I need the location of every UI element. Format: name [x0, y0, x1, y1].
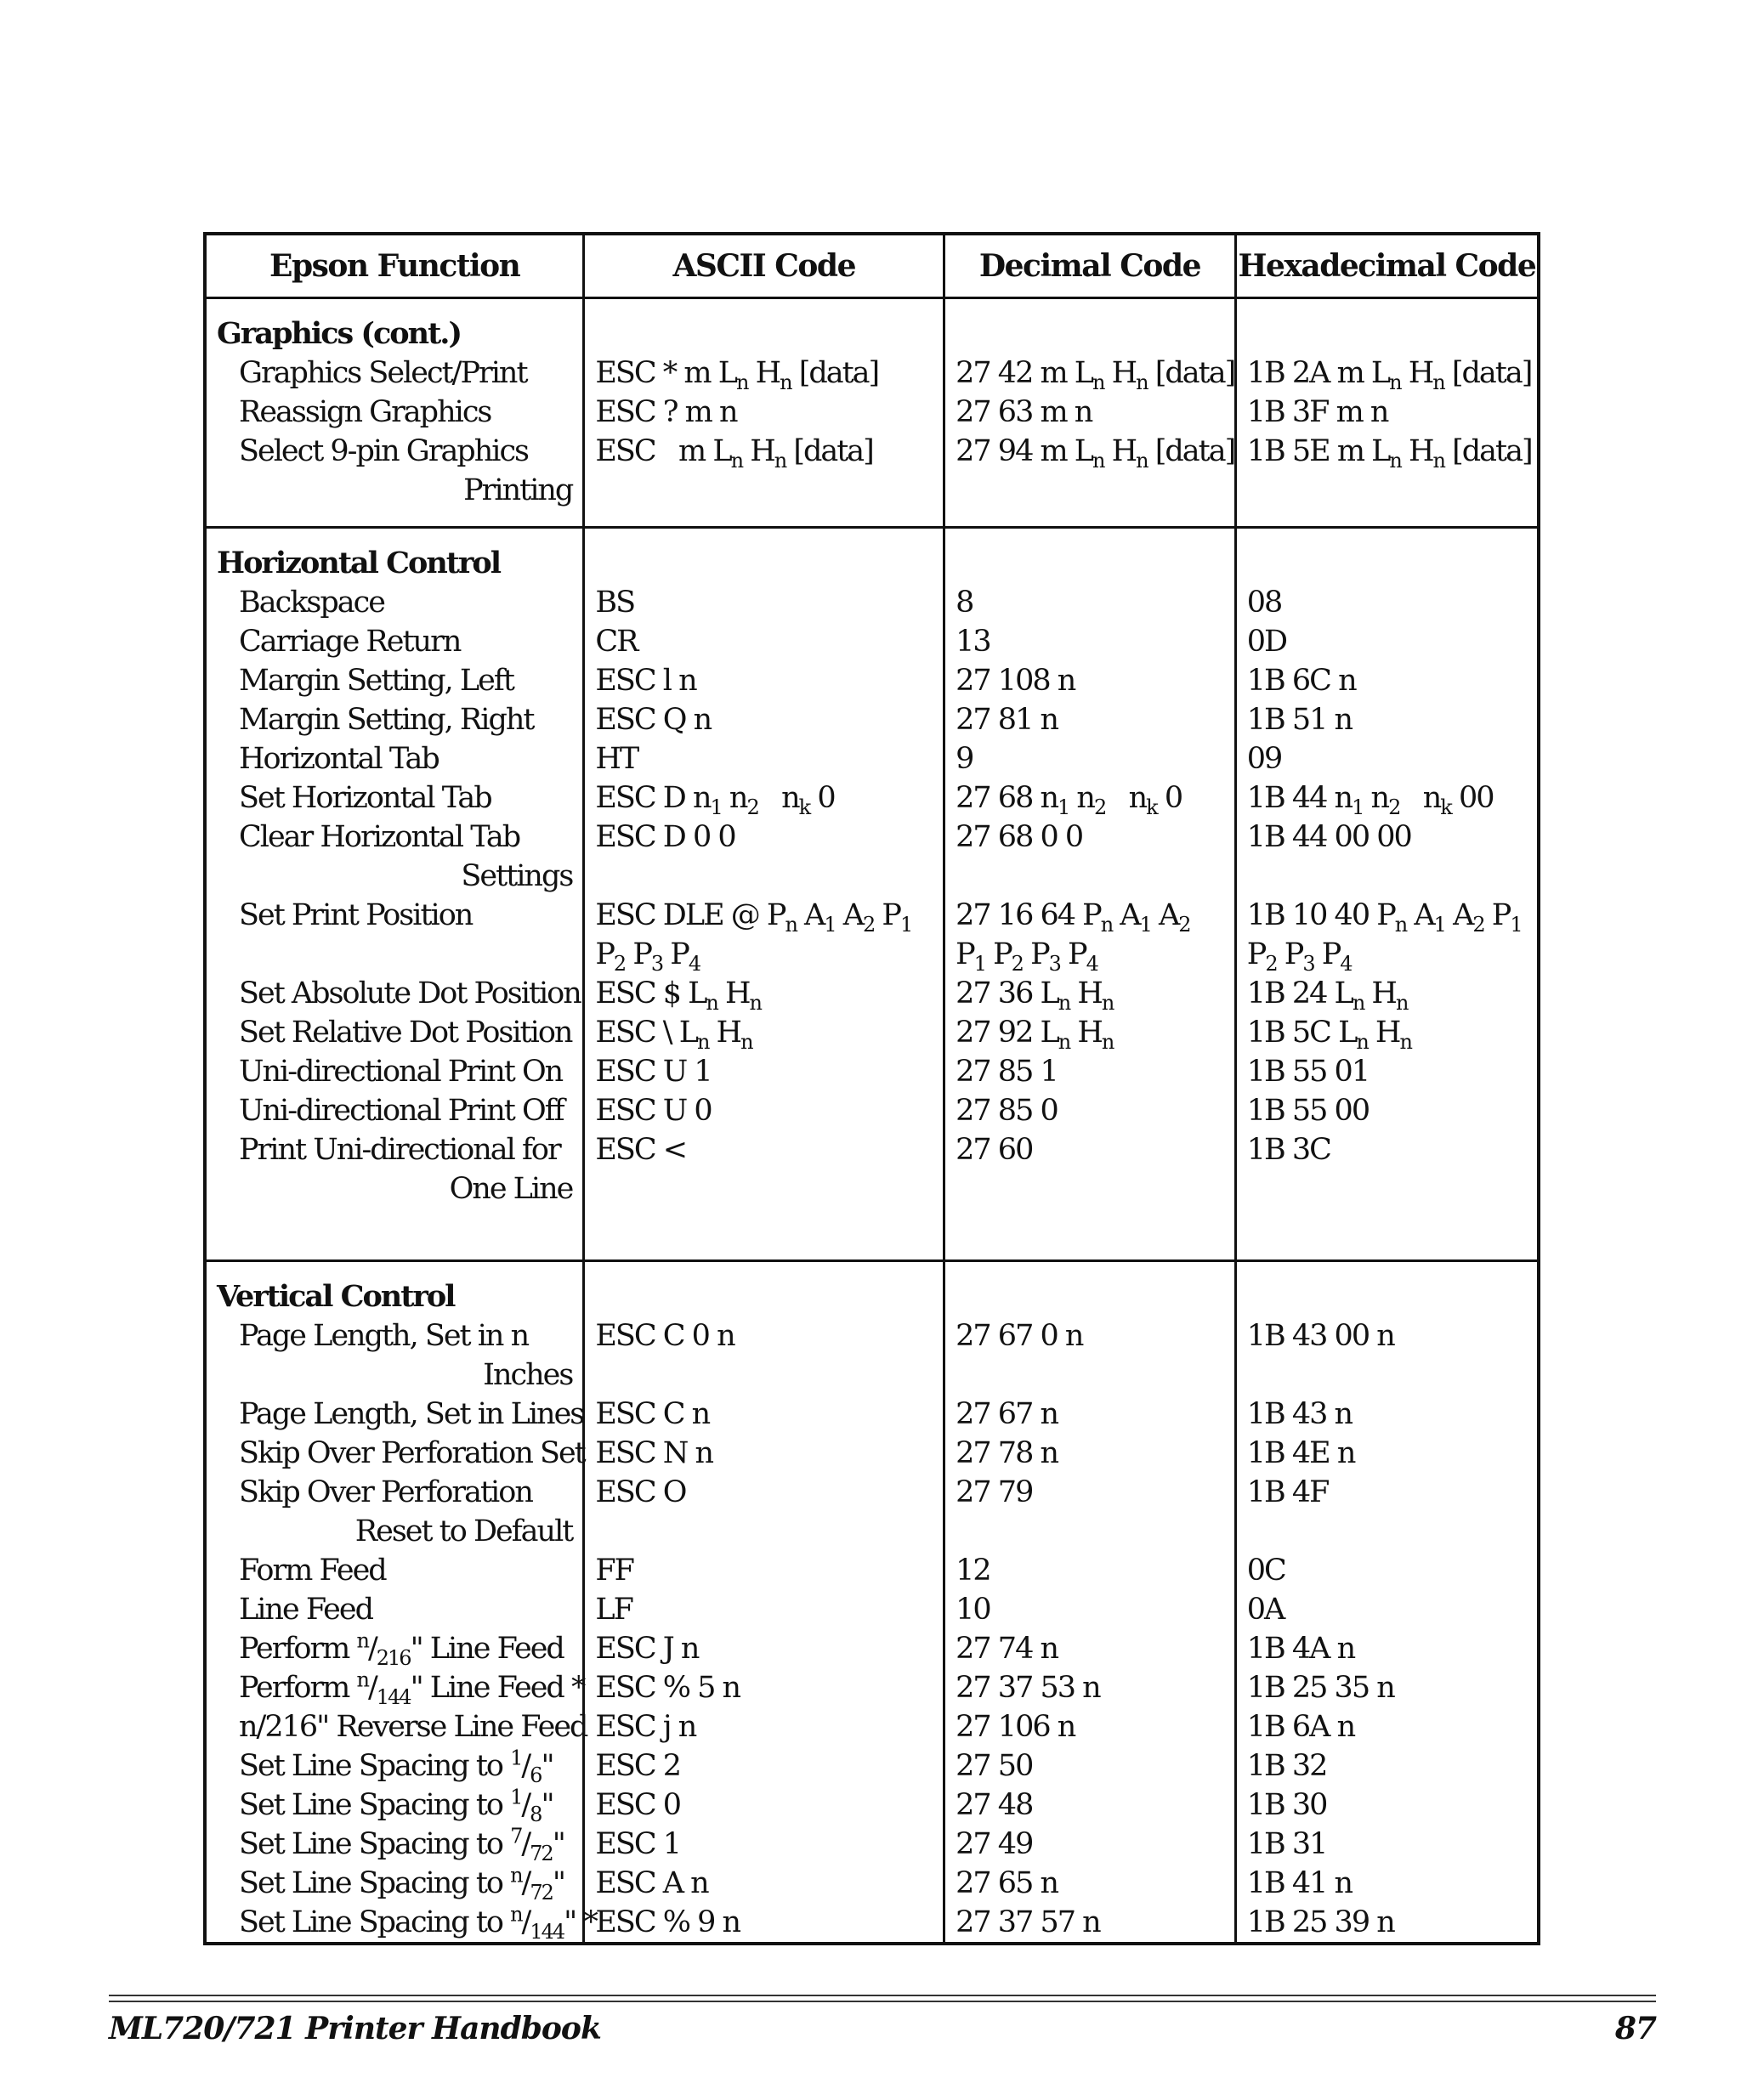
table-body [205, 298, 1539, 1944]
dec-code-value: 27 65 n [956, 1866, 1058, 1900]
hex-code-value: 0A [1246, 1593, 1284, 1627]
function-name: Skip Over Perforation [239, 1475, 532, 1509]
function-name: Set Horizontal Tab [239, 780, 491, 815]
function-name: Margin Setting, Right [239, 702, 534, 737]
spacer-line [956, 544, 1234, 583]
table-section-row [205, 527, 1539, 1260]
ascii-code-value: ESC O [595, 1475, 686, 1509]
hex-code-value: 1B 25 39 n [1246, 1905, 1394, 1939]
dec-code-value: 27 79 [956, 1475, 1033, 1509]
spacer-line [956, 1169, 1234, 1208]
ascii-code-value: ESC j n [595, 1710, 696, 1744]
function-name: Skip Over Perforation Set [239, 1436, 585, 1470]
dec-code-value: 27 78 n [956, 1436, 1058, 1470]
ascii-code-value: ESC N n [595, 1436, 713, 1470]
hex-code-value: 1B 55 00 [1246, 1093, 1370, 1128]
table-header-row [205, 234, 1539, 298]
decimal-code-cell [944, 1261, 1236, 1944]
table-section-row [205, 1261, 1539, 1944]
ascii-code-value: ESC $ $L_n$ $H_n$ [595, 976, 762, 1015]
dec-code-value: 27 49 [956, 1827, 1033, 1861]
ascii-code-value: ESC m $L_n$ $H_n$ [data] [595, 434, 873, 473]
dec-code-value: 27 37 57 n [956, 1905, 1100, 1939]
ascii-code-value: ESC U 1 [595, 1054, 712, 1089]
dec-code-value: 27 60 [956, 1132, 1033, 1167]
spacer-line [595, 544, 943, 583]
spacer-line [217, 935, 572, 974]
function-name: Horizontal Tab [239, 741, 439, 776]
footer-rule [109, 1995, 1656, 1996]
table-section-row [205, 298, 1539, 528]
function-cell [205, 1261, 597, 1944]
ascii-code-value: BS [595, 585, 635, 620]
hex-code-cell [1235, 527, 1539, 1260]
hex-code-value: 0C [1246, 1554, 1285, 1588]
function-name: Line Feed [239, 1593, 373, 1627]
hex-code-value: 1B 41 n [1246, 1866, 1353, 1900]
hex-code-value: 1B 55 01 [1246, 1054, 1370, 1089]
ascii-code-value: ESC C n [595, 1397, 710, 1431]
hex-code-value: 1B 43 00 n [1246, 1319, 1394, 1353]
dec-code-value: 27 50 [956, 1749, 1033, 1783]
ascii-code-cell [584, 298, 944, 528]
dec-code-value: 27 36 $L_n$ $H_n$ [956, 976, 1114, 1015]
ascii-code-value: ESC < [595, 1132, 687, 1167]
dec-code-value: 27 37 53 n [956, 1671, 1100, 1705]
dec-code-value: 10 [956, 1593, 990, 1627]
function-name: Reset to Default [354, 1514, 573, 1548]
hex-code-value: 1B 44 $n_1$ $n_2$ $n_k$ 00 [1246, 780, 1494, 819]
section-title: Graphics (cont.) [217, 316, 461, 351]
ascii-code-value: CR [595, 624, 638, 659]
ascii-code-value: HT [595, 741, 638, 776]
function-name: Set Line Spacing to $^n/_{72}$" [239, 1863, 564, 1905]
ascii-code-value: ESC C 0 n [595, 1319, 734, 1353]
hex-code-value: 1B 3F m n [1246, 395, 1388, 429]
function-name: Inches [483, 1358, 573, 1392]
spacer-line [1247, 544, 1537, 583]
hex-code-value: 0D [1246, 624, 1287, 659]
dec-code-value: 27 67 n [956, 1397, 1058, 1431]
function-name: n/216" Reverse Line Feed [239, 1710, 587, 1744]
hex-code-value: 1B 32 [1246, 1749, 1327, 1783]
hex-code-value: 1B 10 40 $P_n$ $A_1$ $A_2$ $P_1$ [1246, 897, 1522, 937]
page-footer [109, 1995, 1656, 2046]
function-name: Page Length, Set in Lines [239, 1397, 584, 1431]
hex-code-value: 1B 25 35 n [1246, 1671, 1394, 1705]
hex-code-value: 1B 6C n [1246, 663, 1356, 698]
spacer-line [1247, 1356, 1537, 1395]
ascii-code-value: ESC A n [595, 1866, 708, 1900]
function-name: Form Feed [239, 1554, 386, 1588]
ascii-code-value: LF [595, 1593, 632, 1627]
function-name: Page Length, Set in n [239, 1319, 529, 1353]
hex-code-value: 1B 3C [1246, 1132, 1330, 1167]
spacer-line [595, 1169, 943, 1208]
function-name: Settings [461, 858, 573, 893]
spacer-line [956, 1277, 1234, 1316]
dec-code-value: 27 48 [956, 1788, 1033, 1822]
function-name: One Line [449, 1171, 573, 1206]
ascii-code-value: ESC \ $L_n$ $H_n$ [595, 1015, 752, 1054]
hex-code-value: 1B 30 [1246, 1788, 1327, 1822]
spacer-line [595, 1356, 943, 1395]
ascii-code-value: ESC % 9 n [595, 1905, 740, 1939]
decimal-code-cell [944, 298, 1236, 528]
hex-code-value: 1B 4E n [1246, 1436, 1355, 1470]
section-title: Horizontal Control [217, 545, 501, 580]
footer-title: ML720/721 Printer Handbook [109, 2011, 601, 2046]
spacer-line [1247, 1277, 1537, 1316]
dec-code-value: 27 108 n [956, 663, 1075, 698]
spacer-line [956, 1356, 1234, 1395]
spacer-line [1247, 1169, 1537, 1208]
spacer-line [1247, 1512, 1537, 1551]
ascii-code-value: ESC D $n_1$ $n_2$ $n_k$ 0 [595, 780, 835, 819]
spacer-line [595, 1512, 943, 1551]
function-name: Set Line Spacing to $^1/_8$" [239, 1785, 553, 1826]
dec-code-value: 27 63 m n [956, 395, 1092, 429]
ascii-code-value: ESC D 0 0 [595, 819, 735, 854]
function-name: Print Uni-directional for [239, 1132, 560, 1167]
function-name: Reassign Graphics [239, 395, 491, 429]
function-name: Set Print Position [239, 897, 473, 932]
function-name: Uni-directional Print Off [239, 1093, 564, 1128]
function-name: Carriage Return [239, 624, 461, 659]
ascii-code-value: $P_2$ $P_3$ $P_4$ [595, 937, 700, 976]
spacer-line [956, 857, 1234, 896]
function-name: Margin Setting, Left [239, 663, 513, 698]
dec-code-value: 27 92 $L_n$ $H_n$ [956, 1015, 1114, 1054]
header-hexadecimal-code: Hexadecimal Code [1235, 234, 1539, 298]
ascii-code-value: ESC % 5 n [595, 1671, 740, 1705]
spacer-line [956, 1512, 1234, 1551]
dec-code-value: 13 [956, 624, 990, 659]
ascii-code-value: FF [595, 1554, 633, 1588]
ascii-code-value: ESC J n [595, 1632, 699, 1666]
ascii-code-value: ESC U 0 [595, 1093, 712, 1128]
section-title: Vertical Control [217, 1279, 455, 1314]
ascii-code-value: ESC ? m n [595, 395, 737, 429]
footer-rule [109, 2001, 1656, 2002]
ascii-code-value: ESC DLE @ $P_n$ $A_1$ $A_2$ $P_1$ [595, 897, 912, 937]
hex-code-value: 1B 51 n [1246, 702, 1353, 737]
header-epson-function: Epson Function [205, 234, 584, 298]
function-name: Backspace [239, 585, 384, 620]
ascii-code-value: ESC 1 [595, 1827, 681, 1861]
ascii-code-value: ESC l n [595, 663, 696, 698]
spacer-line [595, 314, 943, 354]
hex-code-value: 1B 24 $L_n$ $H_n$ [1246, 976, 1408, 1015]
function-name: Select 9-pin Graphics [239, 434, 529, 468]
spacer-line [595, 1277, 943, 1316]
function-name: Set Line Spacing to $^7/_{72}$" [239, 1824, 564, 1865]
dec-code-value: 27 42 m $L_n$ $H_n$ [data] [956, 356, 1235, 394]
function-name: Perform $^n/_{144}$" Line Feed * [239, 1667, 585, 1709]
spacer-line [595, 471, 943, 510]
hex-code-value: 1B 5E m $L_n$ $H_n$ [data] [1246, 434, 1532, 473]
dec-code-value: $P_1$ $P_2$ $P_3$ $P_4$ [956, 937, 1097, 976]
dec-code-value: 27 67 0 n [956, 1319, 1083, 1353]
function-name: Graphics Select/Print [239, 356, 527, 390]
command-code-table [203, 232, 1540, 1945]
function-name: Set Absolute Dot Position [239, 976, 581, 1010]
spacer-line [1247, 471, 1537, 510]
ascii-code-cell [584, 527, 944, 1260]
dec-code-value: 27 68 $n_1$ $n_2$ $n_k$ 0 [956, 780, 1182, 819]
function-cell [205, 527, 584, 1260]
ascii-code-value: ESC 0 [595, 1788, 681, 1822]
spacer-line [1247, 857, 1537, 896]
ascii-code-value: ESC 2 [595, 1749, 681, 1783]
page-number: 87 [1614, 2011, 1656, 2046]
decimal-code-cell [944, 527, 1236, 1260]
spacer-line [595, 857, 943, 896]
dec-code-value: 12 [956, 1554, 990, 1588]
function-name: Printing [463, 473, 573, 507]
spacer-line [956, 314, 1234, 354]
ascii-code-value: ESC * m $L_n$ $H_n$ [data] [595, 356, 879, 394]
function-cell [205, 298, 584, 528]
hex-code-value: 1B 44 00 00 [1246, 819, 1411, 854]
hex-code-value: 1B 5C $L_n$ $H_n$ [1246, 1015, 1411, 1054]
function-name: Uni-directional Print On [239, 1054, 563, 1089]
spacer-line [956, 471, 1234, 510]
dec-code-value: 27 85 0 [956, 1093, 1058, 1128]
hex-code-value: 1B 4F [1246, 1475, 1329, 1509]
function-name: Clear Horizontal Tab [239, 819, 520, 854]
dec-code-value: 27 68 0 0 [956, 819, 1083, 854]
dec-code-value: 27 81 n [956, 702, 1058, 737]
ascii-code-value: ESC Q n [595, 702, 712, 737]
spacer-line [1247, 314, 1537, 354]
ascii-code-cell [584, 1261, 944, 1944]
dec-code-value: 9 [956, 741, 973, 776]
hex-code-value: $P_2$ $P_3$ $P_4$ [1246, 937, 1352, 976]
hex-code-value: 08 [1246, 585, 1282, 620]
hex-code-value: 1B 4A n [1246, 1632, 1355, 1666]
header-ascii-code: ASCII Code [584, 234, 944, 298]
function-name: Perform $^n/_{216}$" Line Feed [239, 1628, 564, 1670]
dec-code-value: 27 85 1 [956, 1054, 1058, 1089]
dec-code-value: 27 94 m $L_n$ $H_n$ [data] [956, 434, 1235, 473]
hex-code-value: 1B 31 [1246, 1827, 1327, 1861]
dec-code-value: 8 [956, 585, 973, 620]
function-name: Set Line Spacing to $^1/_6$" [239, 1746, 553, 1787]
function-name: Set Relative Dot Position [239, 1015, 572, 1050]
hex-code-value: 09 [1246, 741, 1282, 776]
dec-code-value: 27 74 n [956, 1632, 1058, 1666]
dec-code-value: 27 106 n [956, 1710, 1075, 1744]
hex-code-value: 1B 6A n [1246, 1710, 1355, 1744]
hex-code-value: 1B 43 n [1246, 1397, 1353, 1431]
header-decimal-code: Decimal Code [944, 234, 1236, 298]
function-name: Set Line Spacing to $^n/_{144}$" * [239, 1902, 597, 1944]
hex-code-cell [1235, 298, 1539, 528]
hex-code-cell [1235, 1261, 1539, 1944]
dec-code-value: 27 16 64 $P_n$ $A_1$ $A_2$ [956, 897, 1190, 937]
hex-code-value: 1B 2A m $L_n$ $H_n$ [data] [1246, 356, 1532, 394]
